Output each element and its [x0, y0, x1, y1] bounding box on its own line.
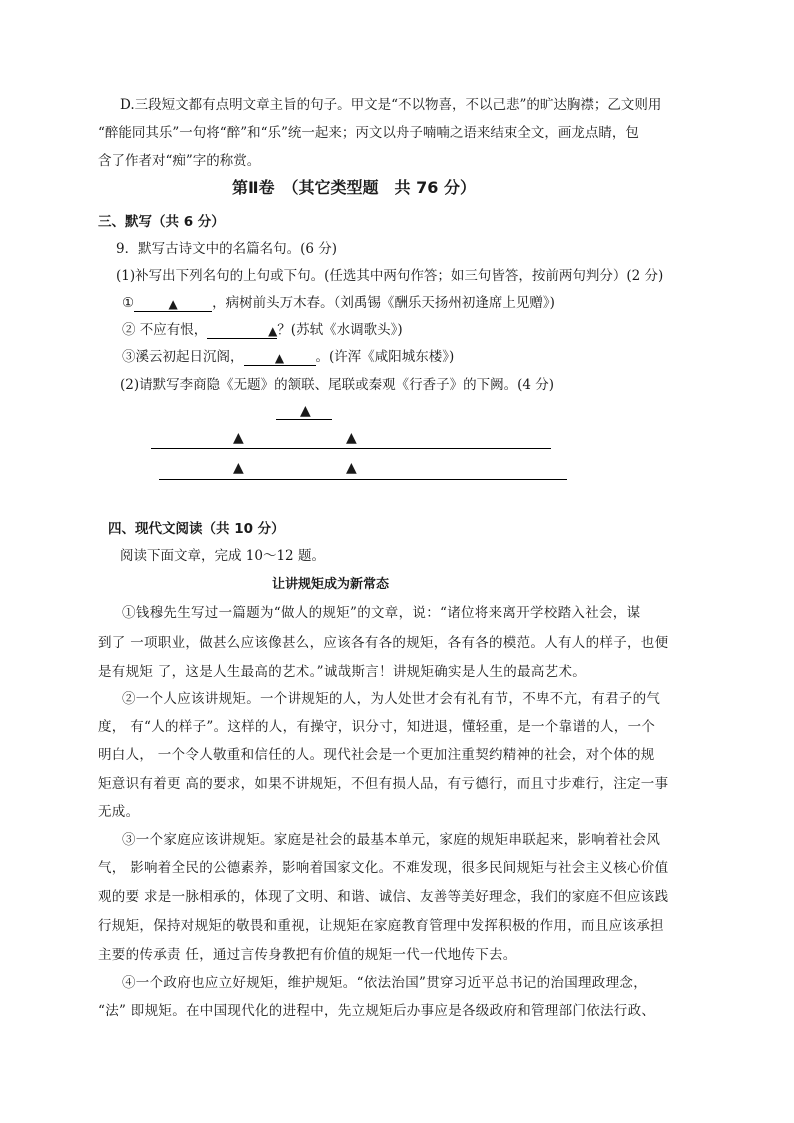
answer-line-1[interactable] [151, 448, 551, 449]
section-4-heading: 四、现代文阅读（共 10 分） [108, 521, 285, 537]
p2-line-4: 矩意识有着更 高的要求，如果不讲规矩，不但有损人品，有亏德行，而且寸步难行，注定一事 [98, 776, 669, 792]
fill-item-1-prefix: ① [122, 295, 135, 311]
option-d-line-2: “醉能同其乐”一句将“醉”和“乐”统一起来；丙文以舟子喃喃之语来结束全文，画龙点睛，包 [98, 125, 639, 141]
p3-line-4: 行规矩，保持对规矩的敬畏和重视，让规矩在家庭教育管理中发挥积极的作用，而且应该承担 [98, 918, 664, 934]
answer-line-short[interactable] [276, 419, 332, 420]
fill-item-2-suffix: ？(苏轼《水调歌头》) [277, 322, 403, 338]
p3-line-3: 观的要 求是一脉相承的，体现了文明、和谐、诚信、友善等美好理念，我们的家庭不但应该践 [98, 889, 669, 905]
answer-line-2[interactable] [159, 479, 567, 480]
p3-line-1: ③一个家庭应该讲规矩。家庭是社会的最基本单元，家庭的规矩串联起来，影响着社会风 [122, 832, 661, 848]
fill-item-3-suffix: 。(许浑《咸阳城东楼》) [315, 349, 455, 365]
p3-line-2: 气， 影响着全民的公德素养，影响着国家文化。不难发现，很多民间规矩与社会主义核心价值 [98, 860, 669, 876]
p1-line-3: 是有规矩 了，这是人生最高的艺术。”诚哉斯言！讲规矩确实是人生的最高艺术。 [98, 664, 587, 680]
triangle-marker-icon: ▲ [274, 351, 285, 365]
triangle-marker-icon: ▲ [233, 460, 244, 476]
part-2-title: 第Ⅱ卷 （其它类型题 共 76 分） [232, 178, 476, 197]
p2-line-5: 无成。 [98, 804, 140, 820]
p1-line-1: ①钱穆先生写过一篇题为“做人的规矩”的文章，说：“诸位将来离开学校踏入社会，谋 [122, 605, 641, 621]
fill-item-1-suffix: ，病树前头万木春。（刘禹锡《酬乐天扬州初逢席上见赠》) [212, 295, 555, 311]
fill-blank-1[interactable] [134, 295, 212, 312]
triangle-marker-icon: ▲ [233, 430, 244, 446]
fill-blank-3[interactable] [244, 349, 316, 366]
fill-item-1 [122, 294, 555, 312]
p4-line-2: “法” 即规矩。在中国现代化的进程中，先立规矩后办事应是各级政府和管理部门依法行政、 [98, 1003, 656, 1019]
p1-line-2: 到了 一项职业，做甚么应该像甚么，应该各有各的规矩，各有各的模范。人有人的样子，也便 [98, 635, 669, 651]
option-d-line-1: D.三段短文都有点明文章主旨的句子。甲文是“不以物喜，不以己悲”的旷达胸襟；乙文则用 [120, 97, 662, 113]
question-9: 9．默写古诗文中的名篇名句。(6 分) [116, 241, 338, 257]
fill-blank-2[interactable] [207, 322, 277, 339]
triangle-marker-icon: ▲ [346, 430, 357, 446]
p4-line-1: ④一个政府也应立好规矩，维护规矩。“依法治国”贯穿习近平总书记的治国理政理念， [122, 975, 648, 991]
fill-item-3-prefix: ③溪云初起日沉阁， [122, 349, 244, 365]
triangle-marker-icon: ▲ [346, 460, 357, 476]
p3-line-5: 主要的传承责 任，通过言传身教把有价值的规矩一代一代地传下去。 [98, 947, 517, 963]
p2-line-3: 明白人， 一个令人敬重和信任的人。现代社会是一个更加注重契约精神的社会，对个体的规 [98, 747, 655, 763]
option-d-line-3: 含了作者对“痴”字的称赏。 [98, 153, 261, 169]
fill-item-2 [122, 321, 403, 339]
p2-line-2: 度， 有“人的样子”。这样的人，有操守，识分寸，知进退，懂轻重，是一个靠谱的人，一个 [98, 719, 656, 735]
fill-item-2-prefix: ② 不应有恨， [122, 322, 208, 338]
section-3-heading: 三、默写（共 6 分） [98, 214, 225, 230]
question-9-1: (1)补写出下列名句的上句或下句。(任选其中两句作答；如三句皆答，按前两句判分）(2 分) [116, 268, 664, 284]
triangle-marker-icon: ▲ [300, 403, 311, 419]
p2-line-1: ②一个人应该讲规矩。一个讲规矩的人，为人处世才会有礼有节，不卑不亢，有君子的气 [122, 691, 661, 707]
reading-intro: 阅读下面文章，完成 10～12 题。 [120, 548, 325, 564]
fill-item-3 [122, 348, 454, 366]
triangle-marker-icon: ▲ [168, 297, 178, 311]
triangle-marker-icon: ▲ [268, 324, 278, 338]
question-9-2: (2)请默写李商隐《无题》的颔联、尾联或秦观《行香子》的下阙。(4 分) [120, 377, 555, 393]
article-title: 让讲规矩成为新常态 [272, 577, 390, 592]
